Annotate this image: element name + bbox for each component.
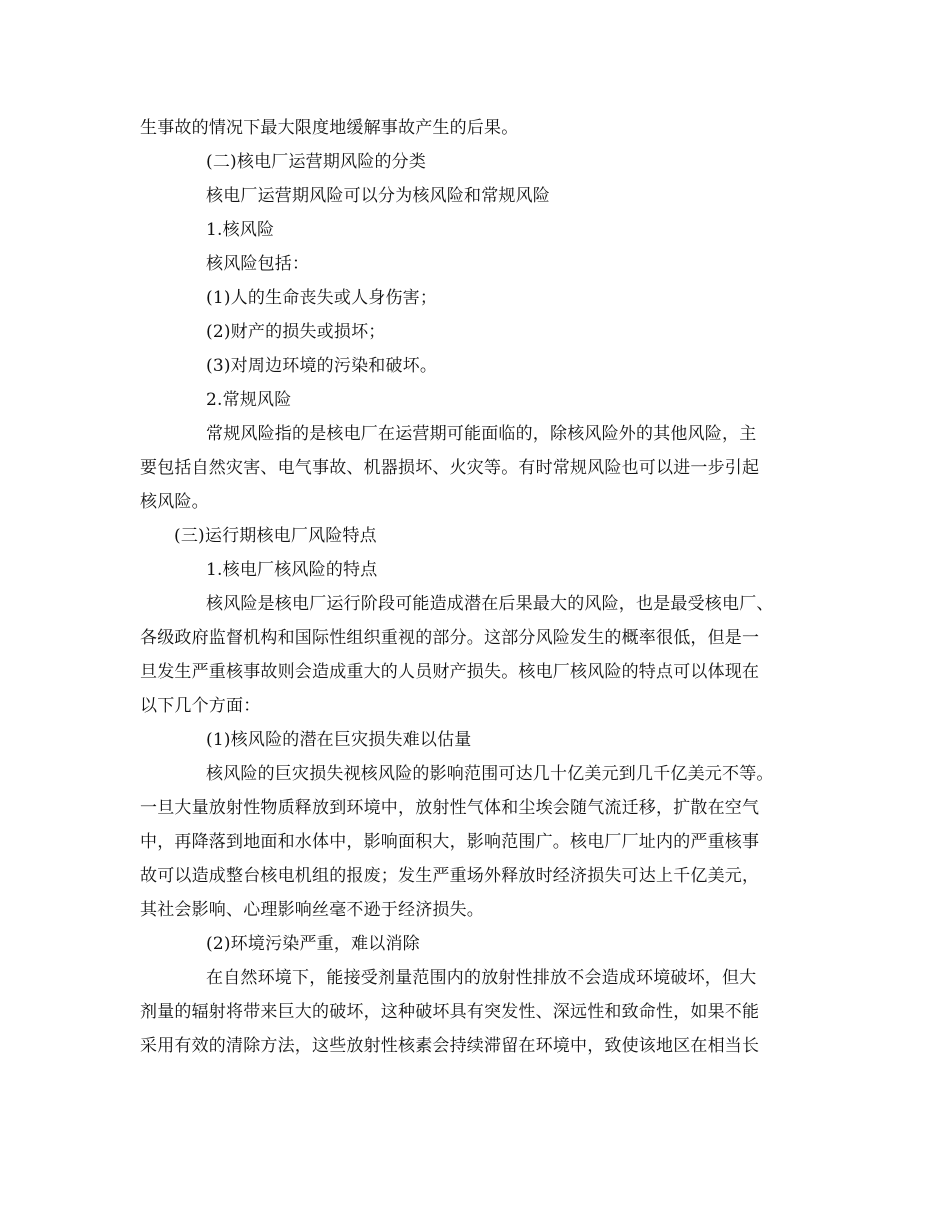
subsection-heading: 1.核电厂核风险的特点 [206,560,378,580]
text-line: 生事故的情况下最大限度地缓解事故产生的后果。 [140,118,519,138]
text-line: 在自然环境下，能接受剂量范围内的放射性排放不会造成环境破坏，但大 [206,968,757,988]
text-line: 核电厂运营期风险可以分为核风险和常规风险 [206,186,550,206]
text-line: 剂量的辐射将带来巨大的破坏，这种破坏具有突发性、深远性和致命性，如果不能 [140,1002,760,1022]
section-heading: (二)核电厂运营期风险的分类 [206,152,427,172]
text-line: 核风险的巨灾损失视核风险的影响范围可达几十亿美元到几千亿美元不等。 [206,764,774,784]
text-line: 一旦大量放射性物质释放到环境中，放射性气体和尘埃会随气流迁移，扩散在空气 [140,798,760,818]
text-line: 其社会影响、心理影响丝毫不逊于经济损失。 [140,900,484,920]
text-line: 核风险。 [140,492,209,512]
text-line: 以下几个方面： [140,696,261,716]
text-line: 常规风险指的是核电厂在运营期可能面临的，除核风险外的其他风险，主 [206,424,757,444]
list-item: (2)财产的损失或损坏； [206,322,386,342]
subsection-heading: 1.核风险 [206,220,275,240]
text-line: 核风险包括： [206,254,310,274]
text-line: 要包括自然灾害、电气事故、机器损坏、火灾等。有时常规风险也可以进一步引起 [140,458,760,478]
text-line: 核风险是核电厂运行阶段可能造成潜在后果最大的风险，也是最受核电厂、 [206,594,774,614]
text-line: 中，再降落到地面和水体中，影响面积大，影响范围广。核电厂厂址内的严重核事 [140,832,760,852]
text-line: 旦发生严重核事故则会造成重大的人员财产损失。核电厂核风险的特点可以体现在 [140,662,760,682]
text-line: 采用有效的清除方法，这些放射性核素会持续滞留在环境中，致使该地区在相当长 [140,1036,760,1056]
text-line: 各级政府监督机构和国际性组织重视的部分。这部分风险发生的概率很低，但是一 [140,628,760,648]
list-item: (1)人的生命丧失或人身伤害； [206,288,438,308]
subsection-heading: 2.常规风险 [206,390,292,410]
list-item: (1)核风险的潜在巨灾损失难以估量 [206,730,472,750]
section-heading: (三)运行期核电厂风险特点 [174,526,377,546]
list-item: (3)对周边环境的污染和破坏。 [206,356,438,376]
list-item: (2)环境污染严重，难以消除 [206,934,420,954]
text-line: 故可以造成整台核电机组的报废；发生严重场外释放时经济损失可达上千亿美元， [140,866,760,886]
